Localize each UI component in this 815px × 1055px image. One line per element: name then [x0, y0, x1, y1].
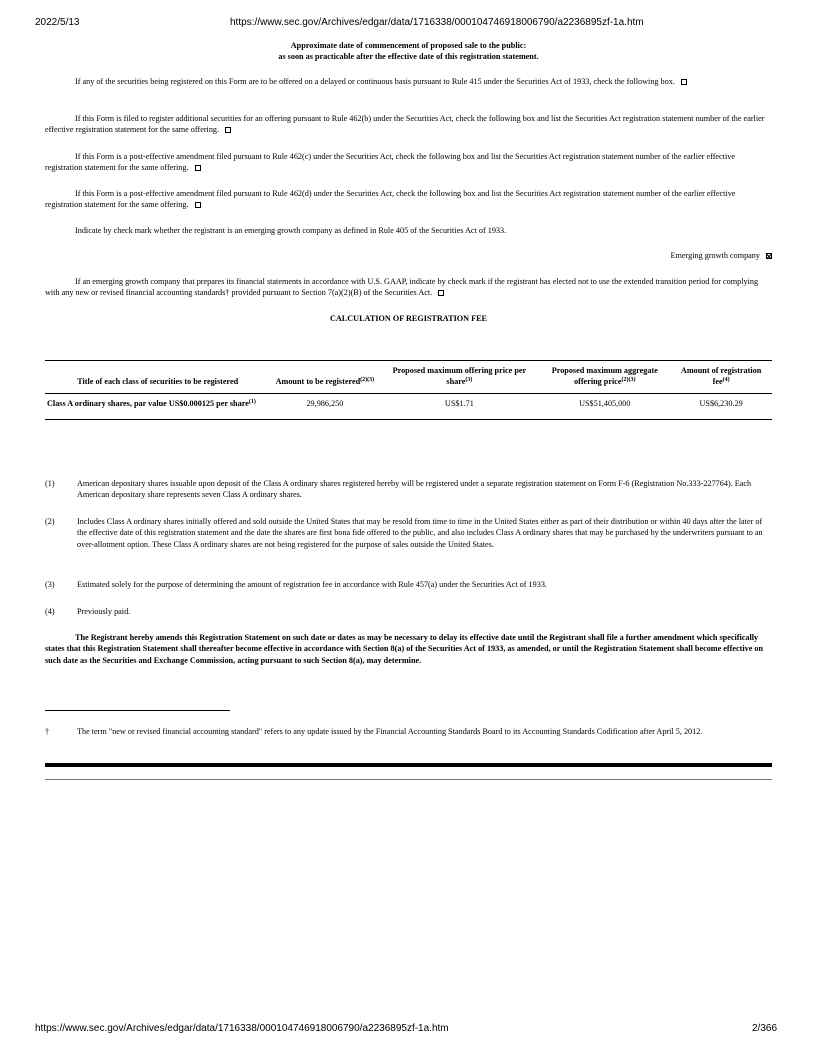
emerging-indicate-paragraph: Indicate by check mark whether the registrant is an emerging growth company as defined in Rule 405 of the Securities Act of 1933. — [75, 226, 507, 235]
fee-table-header-row — [45, 361, 772, 394]
page-break-thin-rule — [45, 779, 772, 780]
footnote-number: (1) — [45, 479, 55, 488]
page-break-thick-rule — [45, 763, 772, 767]
approx-date-line1: Approximate date of commencement of proposed sale to the public: — [290, 41, 527, 50]
footnote-4 — [45, 606, 772, 617]
rule462c-checkbox[interactable] — [195, 165, 201, 171]
rule462d-checkbox[interactable] — [195, 202, 201, 208]
dagger-footnote — [45, 726, 772, 737]
header-amount-registered: Amount to be registered$^{(2)(3)}$ — [275, 377, 375, 386]
dagger-symbol: † — [45, 727, 50, 736]
footnote-text: Previously paid. — [77, 607, 131, 616]
row-aggregate-price: US$51,405,000 — [579, 399, 631, 408]
header-url[interactable]: https://www.sec.gov/Archives/edgar/data/1716338/000104746918006790/a2236895zf-1a.htm — [230, 17, 644, 28]
row-amount: 29,986,250 — [306, 399, 344, 408]
delaying-amendment-paragraph: The Registrant hereby amends this Registration Statement on such date or dates as may be necessary to delay its effective date until the Registrant shall file a further amendment which specifically states that this Registration Statement shall thereafter become effective in accordance with Section 8(a) of the Securities Act of 1933, as amended, or until the Registration Statement shall become effective on such date as the Securities and Exchange Commission, acting pursuant to such Section 8(a), may determine. — [45, 633, 764, 665]
header-title-of-class: Title of each class of securities to be registered — [77, 377, 239, 386]
rule462c-paragraph — [45, 151, 772, 174]
approx-date-line2: as soon as practicable after the effective date of this registration statement. — [278, 52, 539, 62]
emerging-growth-checkbox[interactable] — [766, 253, 772, 259]
row-title: Class A ordinary shares, par value US$0.000125 per share$^{(1)}$ — [47, 399, 256, 408]
dagger-footnote-text: The term "new or revised financial accounting standard" refers to any update issued by the Financial Accounting Standards Board to its Accounting Standards Codification after April 5, 2012. — [77, 727, 703, 736]
rule462d-text: If this Form is a post-effective amendment filed pursuant to Rule 462(d) under the Securities Act, check the following box and list the Securities Act registration statement number of the earlier effective registration statement for the same offering. — [45, 189, 736, 210]
gaap-checkbox[interactable] — [438, 290, 444, 296]
header-max-price-per-share: Proposed maximum offering price per share$^{(3)}$ — [392, 366, 527, 386]
footnote-number: (2) — [45, 517, 55, 526]
rule462b-text: If this Form is filed to register additional securities for an offering pursuant to Rule 462(b) under the Securities Act, check the following box and list the Securities Act registration statement number of the earlier effective registration statement for the same offering. — [45, 114, 765, 135]
footer-page-number: 2/366 — [752, 1023, 778, 1034]
rule415-text: If any of the securities being registered on this Form are to be offered on a delayed or continuous basis pursuant to Rule 415 under the Securities Act of 1933, check the following box. — [75, 77, 675, 86]
approx-date-heading — [45, 40, 772, 63]
row-price-per-share: US$1.71 — [444, 399, 474, 408]
footnote-number: (3) — [45, 580, 55, 589]
rule462d-paragraph — [45, 188, 772, 211]
rule462b-checkbox[interactable] — [225, 127, 231, 133]
rule462c-text: If this Form is a post-effective amendment filed pursuant to Rule 462(c) under the Securities Act, check the following box and list the Securities Act registration statement number of the earlier effective registration statement for the same offering. — [45, 152, 735, 173]
footnote-number: (4) — [45, 607, 55, 616]
rule462b-paragraph — [45, 113, 772, 136]
emerging-growth-row — [45, 250, 772, 261]
gaap-paragraph — [45, 276, 772, 299]
footnote-1 — [45, 478, 772, 501]
fee-table-title: CALCULATION OF REGISTRATION FEE — [329, 314, 488, 323]
footnote-separator — [45, 710, 230, 711]
registration-fee-table — [45, 360, 772, 420]
footer-url[interactable]: https://www.sec.gov/Archives/edgar/data/1716338/000104746918006790/a2236895zf-1a.htm — [35, 1023, 449, 1034]
table-row — [45, 394, 772, 420]
row-fee: US$6,230.29 — [699, 399, 743, 408]
emerging-growth-label: Emerging growth company — [670, 251, 760, 260]
footnote-2 — [45, 516, 772, 550]
gaap-text: If an emerging growth company that prepares its financial statements in accordance with U.S. GAAP, indicate by check mark if the registrant has elected not to use the extended transition period for complying with any new or revised financial accounting standards† provided pursuant to Section 7(a)(2)(B) of the Securities Act. — [45, 277, 759, 298]
footnote-text: Estimated solely for the purpose of determining the amount of registration fee in accordance with Rule 457(a) under the Securities Act of 1933. — [77, 580, 547, 589]
footnote-text: American depositary shares issuable upon deposit of the Class A ordinary shares registered hereby will be registered under a separate registration statement on Form F-6 (Registration No.333-227764). Each American depositary share represents seven Class A ordinary shares. — [77, 479, 752, 500]
footnote-3 — [45, 579, 772, 590]
header-max-aggregate-price: Proposed maximum aggregate offering price$^{(2)(3)}$ — [551, 366, 658, 386]
header-registration-fee: Amount of registration fee$^{(4)}$ — [680, 366, 762, 386]
footnote-text: Includes Class A ordinary shares initially offered and sold outside the United States that may be resold from time to time in the United States either as part of their distribution or within 40 days after the later of the effective date of this registration statement and the date the shares are first bona fide offered to the public, and also includes Class A ordinary shares that may be purchased by the underwriters pursuant to an over-allotment option. These Class A ordinary shares are not being registered for the purpose of sales outside the United States. — [77, 517, 763, 549]
rule415-checkbox[interactable] — [681, 79, 687, 85]
header-date: 2022/5/13 — [35, 17, 80, 28]
rule415-paragraph — [45, 76, 772, 87]
